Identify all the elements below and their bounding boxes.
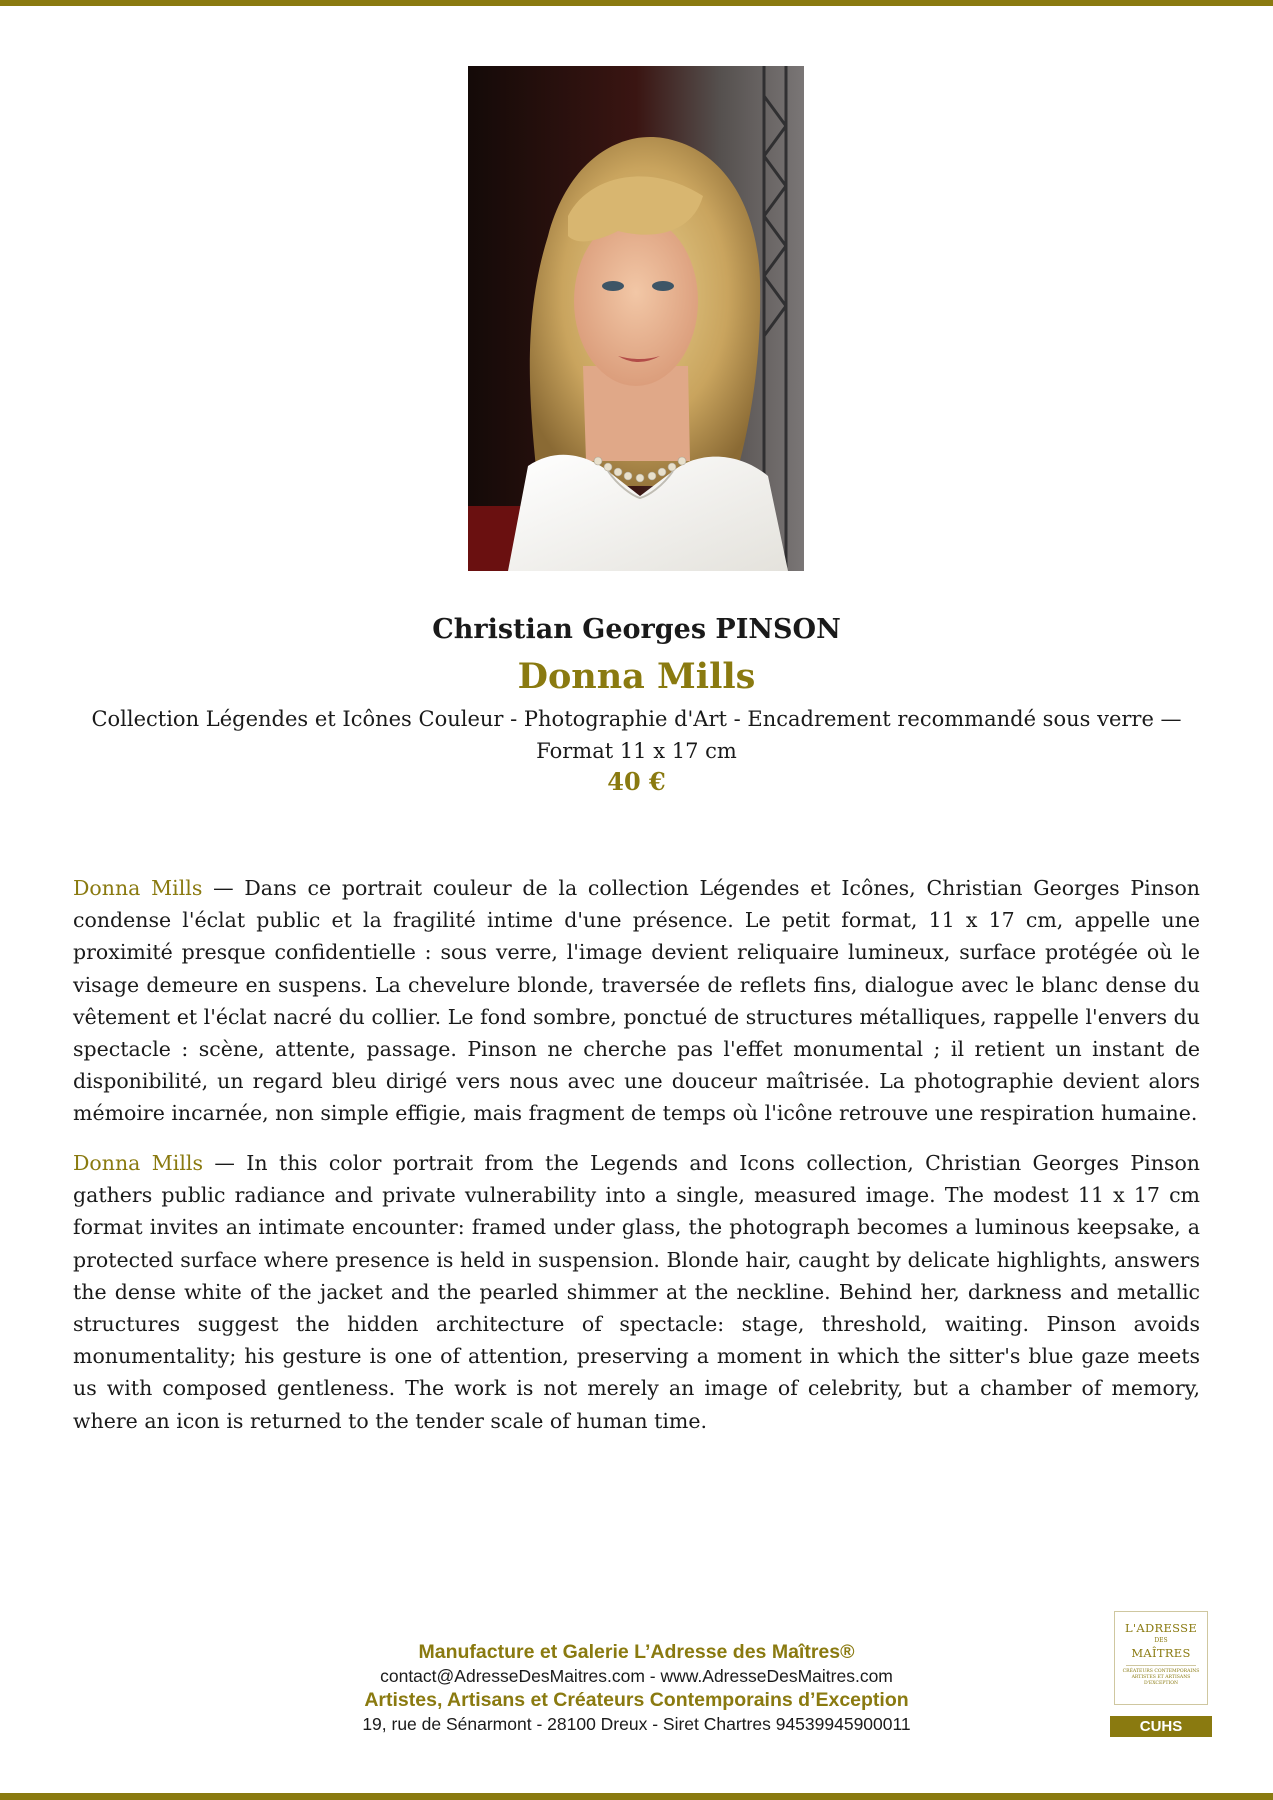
cuhs-badge: CUHS xyxy=(1110,1716,1212,1737)
footer xyxy=(300,1640,973,1736)
gallery-logo xyxy=(1114,1611,1208,1705)
portrait-photo xyxy=(468,66,804,571)
footer-contact: contact@AdresseDesMaitres.com - www.AdresseDesMaitres.com xyxy=(380,1666,893,1686)
top-accent-bar xyxy=(0,0,1273,6)
description-english-lead: Donna Mills xyxy=(73,1151,203,1175)
artwork-price: 40 € xyxy=(607,767,666,796)
bottom-accent-bar xyxy=(0,1793,1273,1800)
logo-line-1: L'ADRESSE xyxy=(1124,1621,1198,1635)
logo-tagline: CRÉATEURS CONTEMPORAINS ARTISTES ET ARTISANS D'EXCEPTION xyxy=(1122,1669,1200,1686)
footer-gallery-name: Manufacture et Galerie L’Adresse des Maîtres® xyxy=(418,1641,855,1663)
logo-divider xyxy=(1126,1665,1196,1666)
description-french-text: — Dans ce portrait couleur de la collection Légendes et Icônes, Christian Georges Pinson condense l'éclat public et la fragilité intime d'une présence. Le petit format, 11 x 17 cm, appelle une proximité presque confidentielle : sous verre, l'image devient reliquaire lumineux, surface protégée où le visage demeure en suspens. La chevelure blonde, traversée de reflets fins, dialogue avec le blanc dense du vêtement et l'éclat nacré du collier. Le fond sombre, ponctué de structures métalliques, rappelle l'envers du spectacle : scène, attente, passage. Pinson ne cherche pas l'effet monumental ; il retient un instant de disponibilité, un regard bleu dirigé vers nous avec une douceur maîtrisée. La photographie devient alors mémoire incarnée, non simple effigie, mais fragment de temps où l'icône retrouve une respiration humaine. xyxy=(73,876,1200,1126)
footer-address: 19, rue de Sénarmont - 28100 Dreux - Siret Chartres 94539945900011 xyxy=(362,1714,911,1734)
description-french-lead: Donna Mills xyxy=(73,876,203,900)
artwork-subtitle: Collection Légendes et Icônes Couleur - Photographie d'Art - Encadrement recommandé sous verre — Format 11 x 17 cm xyxy=(91,707,1182,763)
description-english-text: — In this color portrait from the Legends and Icons collection, Christian Georges Pinson gathers public radiance and private vulnerability into a single, measured image. The modest 11 x 17 cm format invites an intimate encounter: framed under glass, the photograph becomes a luminous keepsake, a protected surface where presence is held in suspension. Blonde hair, caught by delicate highlights, answers the dense white of the jacket and the pearled shimmer at the neckline. Behind her, darkness and metallic structures suggest the hidden architecture of spectacle: stage, threshold, waiting. Pinson avoids monumentality; his gesture is one of attention, preserving a moment in which the sitter's blue gaze meets us with composed gentleness. The work is not merely an image of celebrity, but a chamber of memory, where an icon is returned to the tender scale of human time. xyxy=(73,1151,1200,1433)
artist-name: Christian Georges PINSON xyxy=(432,614,841,645)
artwork-title: Donna Mills xyxy=(517,656,756,697)
description-english xyxy=(73,1147,1200,1437)
logo-line-3: MAÎTRES xyxy=(1131,1646,1191,1660)
footer-tagline: Artistes, Artisans et Créateurs Contemporains d’Exception xyxy=(364,1689,909,1711)
logo-line-2: DES xyxy=(1154,1637,1168,1644)
description-french xyxy=(73,872,1200,1130)
